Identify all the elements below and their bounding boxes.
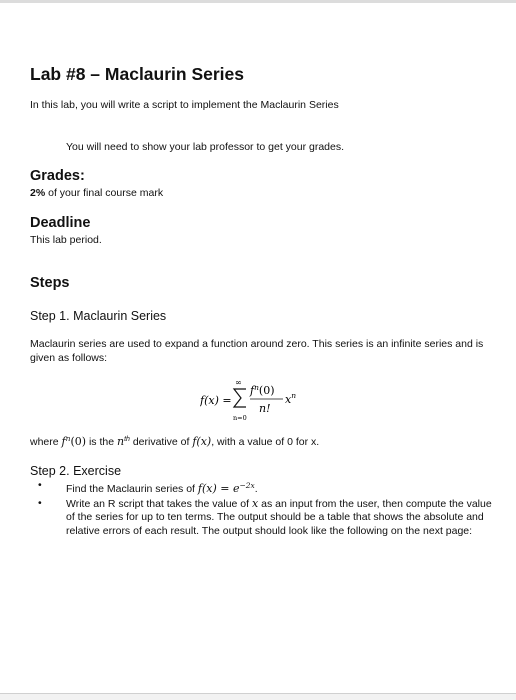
- page-title: Lab #8 – Maclaurin Series: [30, 64, 244, 84]
- steps-heading: Steps: [30, 275, 70, 291]
- document-page: [0, 3, 516, 694]
- formula-denominator: n!: [259, 402, 271, 415]
- list-item: • Write an R script that takes the value of x as an input from the user, then compute the value of the series for up to ten terms. The output should be a table that shows the absolute and relative errors of each result. The output should look like the following on the next page:: [38, 496, 492, 537]
- grades-heading: Grades:: [30, 168, 85, 184]
- formula-lhs: f(x) =: [200, 394, 232, 407]
- sigma-symbol: [234, 389, 246, 407]
- formula-sum-upper: ∞: [235, 378, 242, 387]
- list-item: • Find the Maclaurin series of $f(x) = e^{-2x}$.: [38, 479, 258, 495]
- step2-title: Step 2. Exercise: [30, 464, 122, 478]
- grades-text: [30, 187, 163, 199]
- bullet: •: [38, 496, 42, 509]
- maclaurin-formula: [200, 377, 330, 427]
- grades-rest: of your final course mark: [45, 187, 164, 199]
- deadline-text: This lab period.: [30, 234, 102, 246]
- grades-percent: 2%: [30, 187, 46, 199]
- bullet: •: [38, 479, 42, 491]
- formula-sum-lower: n=0: [233, 414, 247, 422]
- deadline-heading: Deadline: [30, 215, 91, 231]
- step1-paragraph: Maclaurin series are used to expand a function around zero. This series is an infinite series and is given as follows:: [30, 338, 484, 364]
- step1-title: Step 1. Maclaurin Series: [30, 309, 167, 323]
- formula-factor: $x^n$: [285, 391, 297, 406]
- lab-professor-note: You will need to show your lab professor to get your grades.: [66, 141, 345, 153]
- exercise-list: [30, 479, 500, 538]
- formula-numerator: $f^n(0)$: [250, 383, 275, 397]
- intro-text: In this lab, you will write a script to implement the Maclaurin Series: [30, 99, 339, 111]
- formula-explanation: where $f^n(0)$ is the $n^{th}$ derivative of f(x), with a value of 0 for x.: [30, 434, 320, 448]
